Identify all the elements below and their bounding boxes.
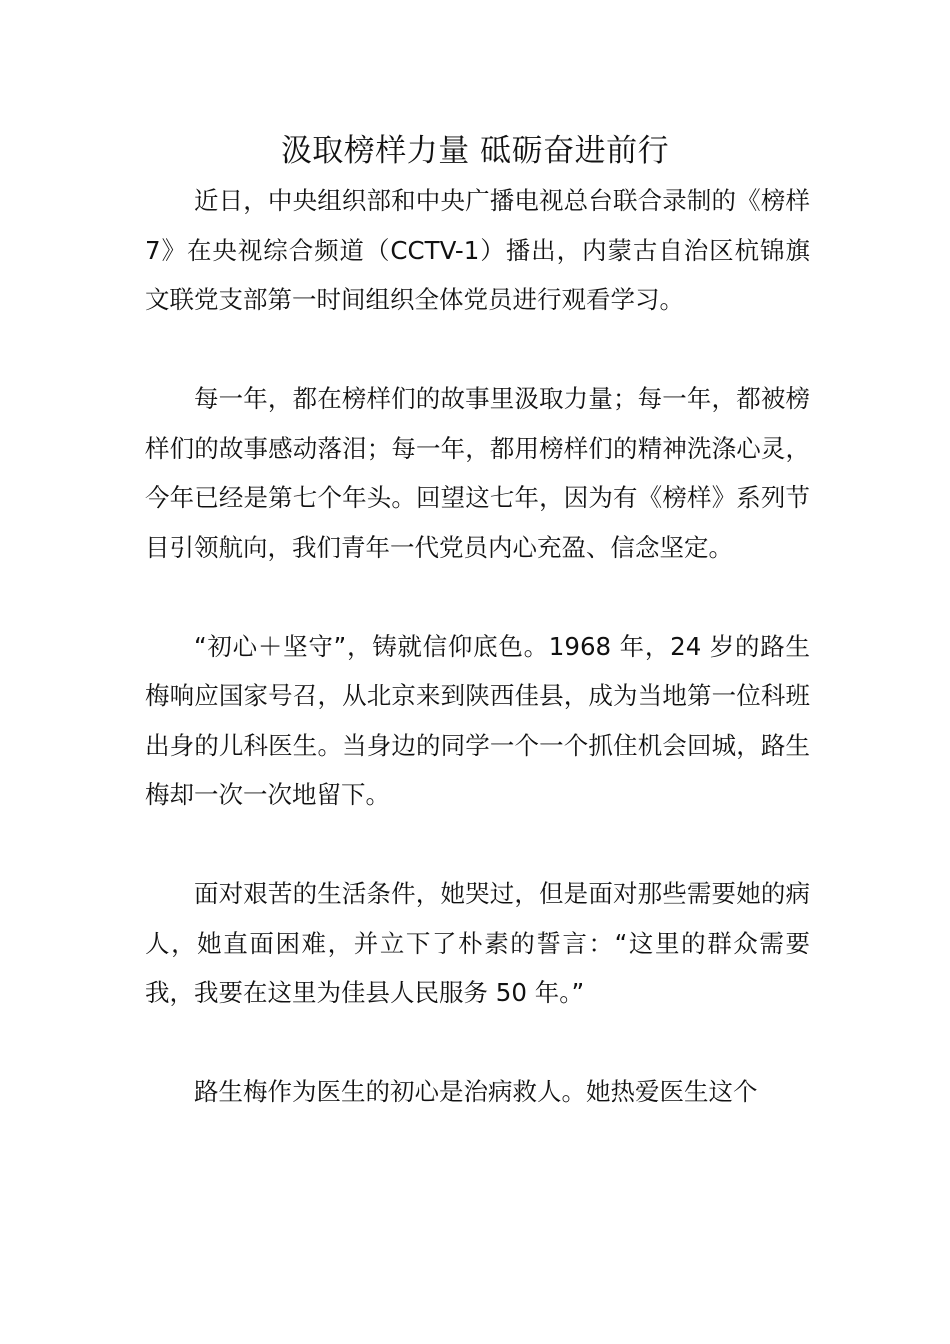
document-title: 汲取榜样力量 砥砺奋进前行	[280, 133, 670, 169]
paragraph-spacer	[145, 572, 810, 622]
paragraph-original-aspiration: “初心＋坚守”，铸就信仰底色。1968 年，24 岁的路生梅响应国家号召，从北京来到陕西佳县，成为当地第一位科班出身的儿科医生。当身边的同学一个一个抓住机会回城，路生梅却一次一次地留下。	[145, 631, 810, 809]
paragraph-hardship: 面对艰苦的生活条件，她哭过，但是面对那些需要她的病人，她直面困难，并立下了朴素的誓言：“这里的群众需要我，我要在这里为佳县人民服务 50 年。”	[145, 879, 810, 1007]
paragraph-spacer	[145, 1018, 810, 1068]
paragraph-intro: 近日，中央组织部和中央广播电视总台联合录制的《榜样 7》在央视综合频道（CCTV-1）播出，内蒙古自治区杭锦旗文联党支部第一时间组织全体党员进行观看学习。	[145, 186, 810, 314]
document-body	[145, 176, 810, 1117]
paragraph-spacer	[145, 820, 810, 870]
paragraph-doctor: 路生梅作为医生的初心是治病救人。她热爱医生这个	[194, 1077, 758, 1106]
paragraph-every-year: 每一年，都在榜样们的故事里汲取力量；每一年，都被榜样们的故事感动落泪；每一年，都用榜样们的精神洗涤心灵，今年已经是第七个年头。回望这七年，因为有《榜样》系列节目引领航向，我们青年一代党员内心充盈、信念坚定。	[145, 384, 810, 562]
paragraph-spacer	[145, 325, 810, 375]
